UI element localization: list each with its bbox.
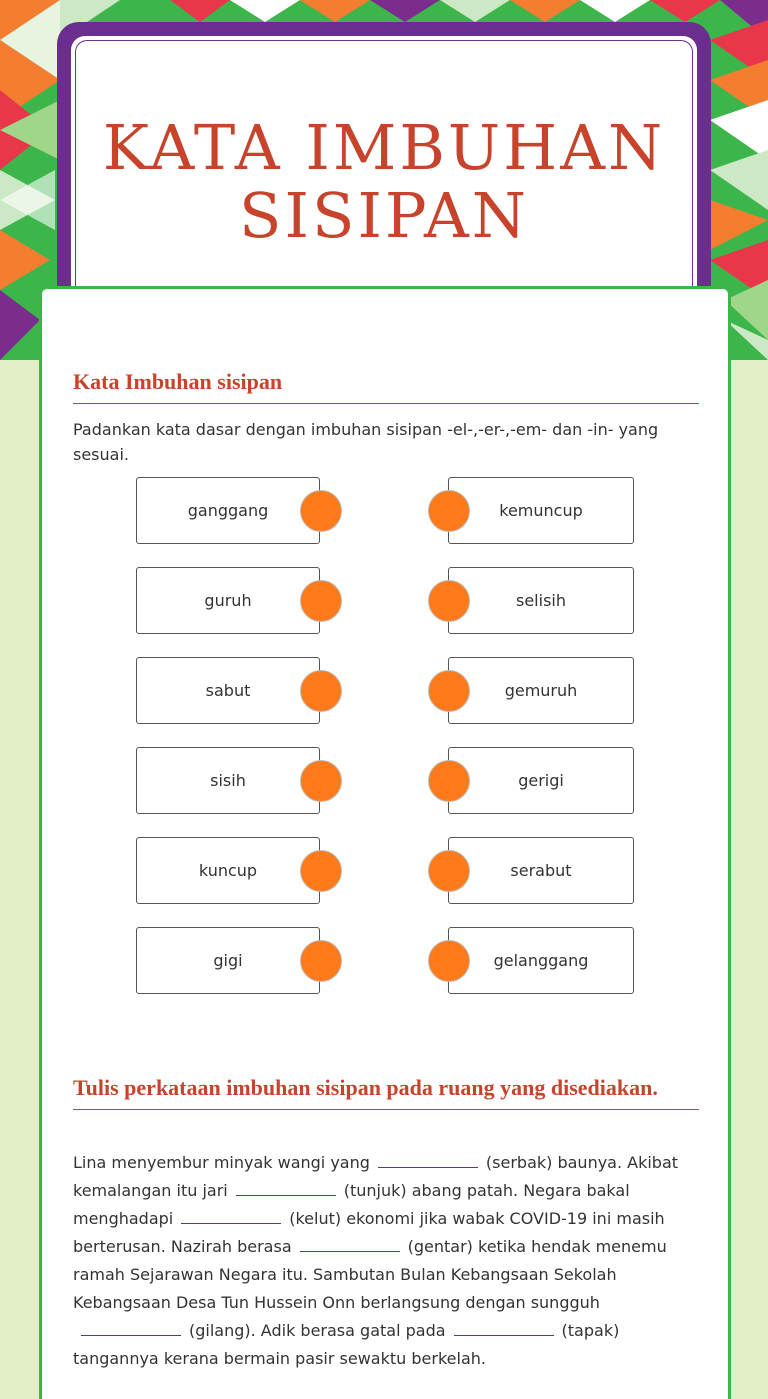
blank-input[interactable] [378,1151,478,1168]
match-connector-dot[interactable] [428,670,470,712]
match-right-item[interactable]: kemuncup [448,477,634,544]
match-left-item[interactable]: sisih [136,747,320,814]
match-connector-dot[interactable] [300,490,342,532]
match-left-item[interactable]: guruh [136,567,320,634]
worksheet-card [39,286,731,1399]
match-right-item[interactable]: serabut [448,837,634,904]
blank-input[interactable] [454,1319,554,1336]
section-title-fill-blank: Tulis perkataan imbuhan sisipan pada ruang yang disediakan. [73,1075,699,1110]
header-card [57,22,711,322]
header-inner [71,36,697,322]
match-connector-dot[interactable] [428,940,470,982]
match-right-item[interactable]: selisih [448,567,634,634]
match-left-item[interactable]: gigi [136,927,320,994]
title-line-1: KATA IMBUHAN [102,111,666,184]
match-right-item[interactable]: gelanggang [448,927,634,994]
page-title [71,111,697,252]
title-line-2: SISIPAN [239,179,529,252]
matching-instruction: Padankan kata dasar dengan imbuhan sisipan -el-,-er-,-em- dan -in- yang sesuai. [73,420,659,464]
match-connector-dot[interactable] [428,580,470,622]
match-left-item[interactable]: ganggang [136,477,320,544]
match-left-item[interactable]: kuncup [136,837,320,904]
blank-input[interactable] [236,1179,336,1196]
blank-input[interactable] [300,1235,400,1252]
match-connector-dot[interactable] [300,850,342,892]
section-title-matching: Kata Imbuhan sisipan [73,369,699,404]
match-connector-dot[interactable] [428,760,470,802]
blank-input[interactable] [181,1207,281,1224]
blank-input[interactable] [81,1319,181,1336]
match-connector-dot[interactable] [300,670,342,712]
match-right-item[interactable]: gemuruh [448,657,634,724]
fill-blank-paragraph: Lina menyembur minyak wangi yang (serbak) baunya. Akibat kemalangan itu jari (tunjuk) abang patah. Negara bakal menghadapi (kelut) ekonomi jika wabak COVID-19 ini masih berterusan. Nazirah berasa (gentar) ketika hendak menemu ramah Sejarawan Negara itu. Sambutan Bulan Kebangsaan Sekolah Kebangsaan Desa Tun Hussein Onn berlangsung dengan sungguh(gilang). Adik berasa gatal pada (tapak) tangannya kerana bermain pasir sewaktu berkelah. [73,1153,679,1368]
match-right-item[interactable]: gerigi [448,747,634,814]
match-connector-dot[interactable] [300,580,342,622]
match-left-item[interactable]: sabut [136,657,320,724]
match-connector-dot[interactable] [428,850,470,892]
match-connector-dot[interactable] [300,760,342,802]
match-connector-dot[interactable] [428,490,470,532]
match-connector-dot[interactable] [300,940,342,982]
